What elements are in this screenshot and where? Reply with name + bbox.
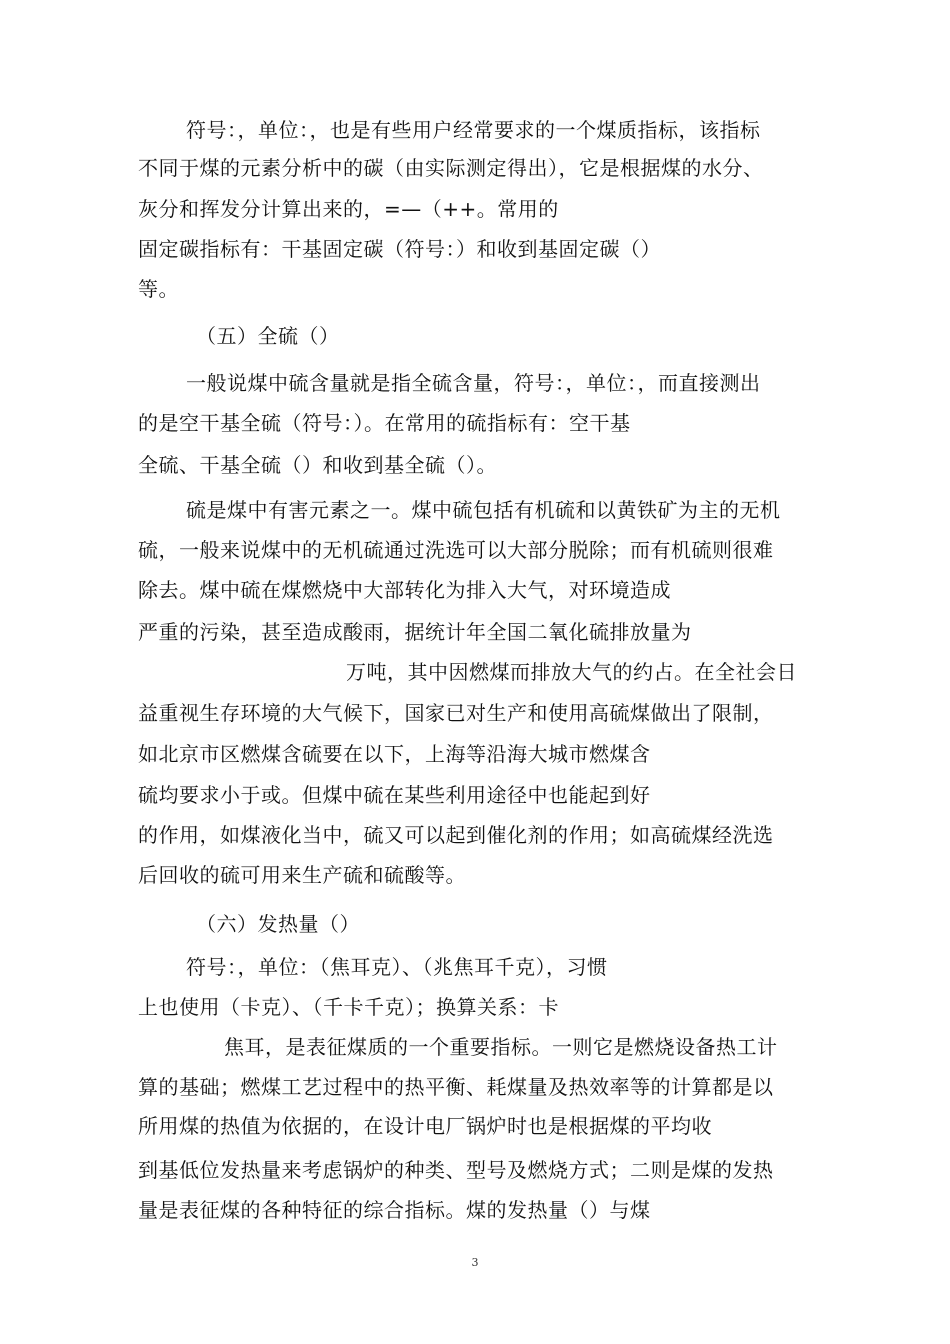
text-line: 全硫、干基全硫（）和收到基全硫（）。 xyxy=(138,453,497,477)
text-line: 符号：，单位：，也是有些用户经常要求的一个煤质指标，该指标 xyxy=(186,118,761,142)
text-line: 量是表征煤的各种特征的综合指标。煤的发热量（）与煤 xyxy=(138,1198,651,1222)
text-line: 硫均要求小于或。但煤中硫在某些利用途径中也能起到好 xyxy=(138,783,651,807)
text-line: 除去。煤中硫在煤燃烧中大部转化为排入大气，对环境造成 xyxy=(138,578,671,602)
text-line: 的作用，如煤液化当中，硫又可以起到催化剂的作用；如高硫煤经洗选 xyxy=(138,823,774,847)
text-line: 的是空干基全硫（符号：）。在常用的硫指标有：空干基 xyxy=(138,411,631,435)
text-line: 益重视生存环境的大气候下，国家已对生产和使用高硫煤做出了限制， xyxy=(138,701,774,725)
text-line: 万吨，其中因燃煤而排放大气的约占。在全社会日 xyxy=(346,660,797,684)
text-line: 严重的污染，甚至造成酸雨，据统计年全国二氧化硫排放量为 xyxy=(138,620,692,644)
text-line: 灰分和挥发分计算出来的，=—（++。常用的 xyxy=(138,197,559,221)
text-line: 到基低位发热量来考虑锅炉的种类、型号及燃烧方式；二则是煤的发热 xyxy=(138,1158,774,1182)
text-line: 算的基础；燃煤工艺过程中的热平衡、耗煤量及热效率等的计算都是以 xyxy=(138,1075,774,1099)
text-line: 固定碳指标有：干基固定碳（符号：）和收到基固定碳（） xyxy=(138,237,661,261)
text-line: 一般说煤中硫含量就是指全硫含量，符号：，单位：，而直接测出 xyxy=(186,371,761,395)
text-line: 如北京市区燃煤含硫要在以下，上海等沿海大城市燃煤含 xyxy=(138,742,651,766)
text-line: 后回收的硫可用来生产硫和硫酸等。 xyxy=(138,863,466,887)
text-line: 符号：，单位：（焦耳克）、（兆焦耳千克），习惯 xyxy=(186,955,608,979)
section-heading: （六）发热量（） xyxy=(196,912,360,936)
text-line: 所用煤的热值为依据的，在设计电厂锅炉时也是根据煤的平均收 xyxy=(138,1114,712,1138)
text-line: 上也使用（卡克）、（千卡千克）；换算关系：卡 xyxy=(138,995,559,1019)
section-heading: （五）全硫（） xyxy=(196,324,340,348)
text-line: 硫，一般来说煤中的无机硫通过洗选可以大部分脱除；而有机硫则很难 xyxy=(138,538,774,562)
page-number: 3 xyxy=(471,1256,479,1269)
text-line: 焦耳，是表征煤质的一个重要指标。一则它是燃烧设备热工计 xyxy=(224,1035,778,1059)
text-line: 等。 xyxy=(138,277,179,301)
text-line: 硫是煤中有害元素之一。煤中硫包括有机硫和以黄铁矿为主的无机 xyxy=(186,498,781,522)
text-line: 不同于煤的元素分析中的碳（由实际测定得出），它是根据煤的水分、 xyxy=(138,156,764,180)
